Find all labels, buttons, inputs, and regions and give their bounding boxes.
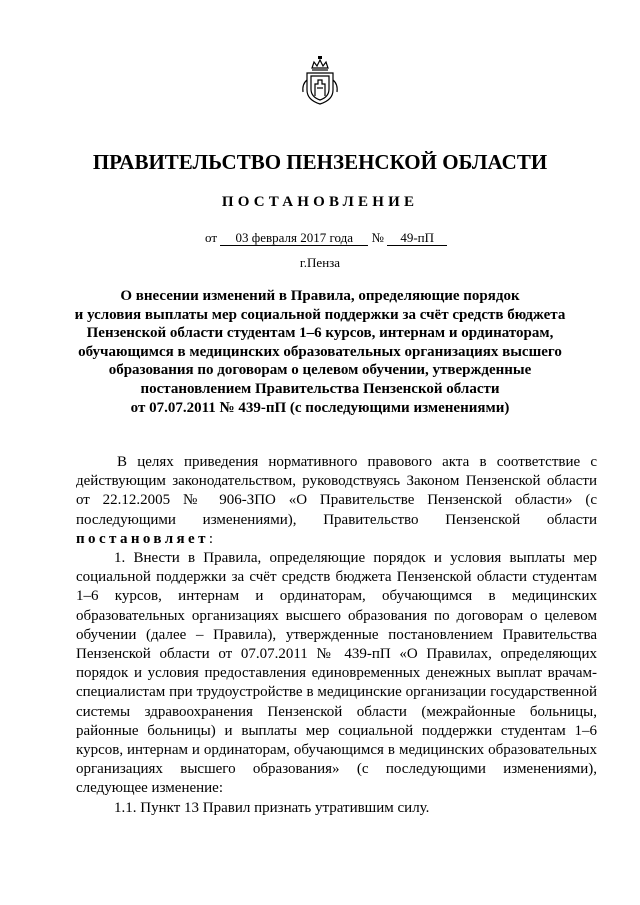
date-number-line bbox=[205, 230, 447, 246]
heading-line: от 07.07.2011 № 439-пП (с последующими изменениями) bbox=[130, 399, 510, 416]
government-title: ПРАВИТЕЛЬСТВО ПЕНЗЕНСКОЙ ОБЛАСТИ bbox=[92, 150, 548, 174]
number-sign: № bbox=[371, 230, 384, 245]
heading-line: и условия выплаты мер социальной поддержки за счёт средств бюджета bbox=[74, 306, 566, 323]
document-number: 49-пП bbox=[387, 230, 447, 246]
resolves-punct: : bbox=[208, 530, 214, 547]
heading-line: образования по договорам о целевом обучении, утвержденные bbox=[108, 362, 532, 379]
heading-line: О внесении изменений в Правила, определяющие порядок bbox=[120, 288, 520, 304]
resolves-word: постановляет bbox=[76, 530, 209, 547]
preamble-text: В целях приведения нормативного правового акта в соответствие с действующим законодательством, руководствуясь Законом Пензенской области от 22.12.2005 № 906-ЗПО «О Правительстве Пензенской области» (с последующими изменениями), Правительство Пензенской области bbox=[76, 454, 597, 528]
document-type: ПОСТАНОВЛЕНИЕ bbox=[221, 194, 419, 210]
heading-line: постановлением Правительства Пензенской области bbox=[140, 380, 500, 397]
date-prefix: от bbox=[205, 230, 218, 245]
item-1-1-paragraph: 1.1. Пункт 13 Правил признать утратившим силу. bbox=[114, 799, 430, 816]
document-date: 03 февраля 2017 года bbox=[220, 230, 368, 246]
heading-line: обучающимся в медицинских образовательных организациях высшего bbox=[78, 343, 562, 360]
heading-line: Пензенской области студентам 1–6 курсов, интернам и ординаторам, bbox=[86, 325, 554, 342]
preamble-paragraph bbox=[76, 453, 597, 549]
coat-of-arms-icon bbox=[300, 54, 340, 106]
document-heading bbox=[60, 287, 580, 417]
city: г.Пенза bbox=[299, 255, 341, 270]
item-1-paragraph: 1. Внести в Правила, определяющие порядок и условия выплаты мер социальной поддержки за счёт средств бюджета Пензенской области студентам 1–6 курсов, интернам и ординаторам, обучающимся в медицинских образовательных организациях высшего образования по договорам о целевом обучении (далее – Правила), утвержденные постановлением Правительства Пензенской области от 07.07.2011 № 439-пП «О Правилах, определяющих порядок и условия предоставления единовременных денежных выплат врачам-специалистам при трудоустройстве в медицинские организации государственной системы здравоохранения Пензенской области (межрайонные больницы, районные больницы) и выплаты мер социальной поддержки студентам 1–6 курсов, интернам и ординаторам, обучающимся в медицинских образовательных организациях высшего образования» (с последующими изменениями), следующее изменение: bbox=[76, 550, 597, 797]
document-body bbox=[76, 453, 597, 818]
